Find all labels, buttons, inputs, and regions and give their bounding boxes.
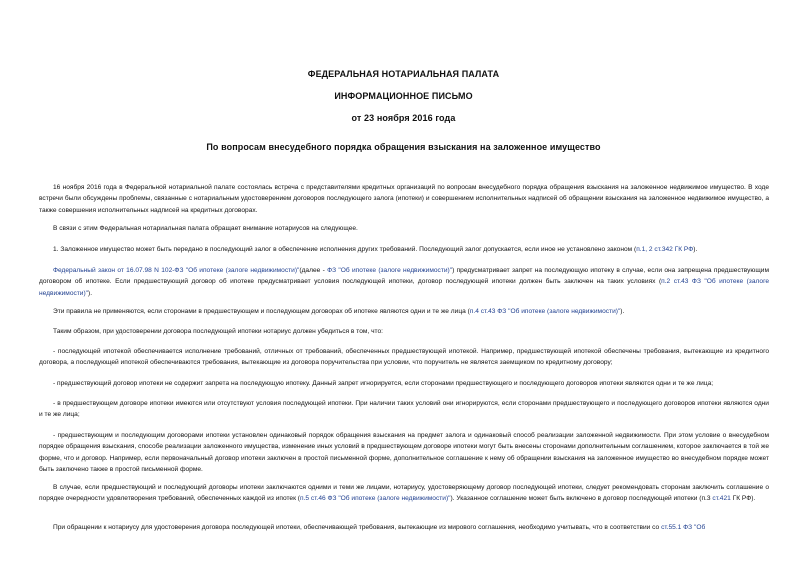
- paragraph-11: [39, 482, 769, 505]
- paragraph-7: - последующей ипотекой обеспечивается исполнение требований, отличных от требований, обеспеченных предшествующей ипотекой. Например, предшествующей ипотекой обеспечены требования, вытекающие из кредитного договора, а последующей ипотекой обеспечиваются требования, вытекающие из договора поручительства при условии, что поручитель не является заемщиком по кредитному договору;: [39, 348, 769, 367]
- paragraph-12-text: При обращении к нотариусу для удостоверения договора последующей ипотеки, обеспечивающей требования, вытекающие из мирового соглашения, необходимо учитывать, что в соответствии со: [53, 524, 662, 531]
- paragraph-10: - предшествующим и последующим договорами ипотеки установлен одинаковый порядок обращения взыскания на предмет залога и одинаковый способ реализации заложенной недвижимости. При этом условие о внесудебном порядке обращения взыскания, способе реализации заложенного имущества, изменение иных условий в предшествующем договоре ипотеки могут быть внесены сторонами дополнительным соглашением, которое заключается в той же форме, что и договор. Например, если первоначальный договор ипотеки заключен в простой письменной форме, дополнительное соглашение к нему об обращении взыскания на заложенное имущество во внесудебном порядке может быть заключено также в простой письменной форме.: [39, 432, 769, 474]
- law-link-p2-st43[interactable]: п.2 ст.43 ФЗ "Об ипотеке (залоге недвижимости)": [39, 278, 770, 297]
- doc-subject: По вопросам внесудебного порядка обращения взыскания на заложенное имущество: [206, 142, 601, 152]
- paragraph-4: [39, 265, 769, 299]
- paragraph-9: - в предшествующем договоре ипотеки имеются или отсутствуют условия последующей ипотеки. При наличии таких условий они игнорируются, если сторонами предшествующего и последующего договоров ипотеки являются одни и те же лица;: [39, 400, 769, 419]
- paragraph-5-tail: ).: [620, 308, 625, 315]
- org-title: ФЕДЕРАЛЬНАЯ НОТАРИАЛЬНАЯ ПАЛАТА: [307, 69, 500, 79]
- paragraph-3-text: 1. Заложенное имущество может быть передано в последующий залог в обеспечение исполнения других требований. Последующий залог допускается, если иное не установлено законом (: [53, 246, 637, 253]
- law-link-gk-342[interactable]: п.1, 2 ст.342 ГК РФ: [636, 246, 694, 253]
- paragraph-6: Таким образом, при удостоверении договора последующей ипотеки нотариус должен убедиться в том, что:: [53, 328, 383, 335]
- law-link-fz-102[interactable]: Федеральный закон от 16.07.98 N 102-ФЗ "Об ипотеке (залоге недвижимости)": [53, 267, 300, 274]
- paragraph-12: [39, 522, 769, 533]
- paragraph-11-tail: ГК РФ).: [730, 495, 756, 503]
- law-link-fz-ipoteka[interactable]: ФЗ "Об ипотеке (залоге недвижимости)": [327, 267, 453, 274]
- paragraph-11-text-1: В случае, если предшествующий и последующий договоры ипотеки заключаются одними и теми же лицами, нотариусу, удостоверяющему договор последующей ипотеки, следует рекомендовать сторонам заключить соглашение о порядке очередности удовлетворения требований, обеспеченных каждой из ипотек (: [39, 484, 769, 503]
- doc-date: от 23 ноября 2016 года: [351, 113, 456, 123]
- paragraph-5-text: Эти правила не применяются, если сторонами в предшествующем и последующем договорах об ипотеке являются одни и те же лица (: [53, 308, 470, 315]
- paragraph-3: [39, 244, 769, 255]
- law-link-p5-st46[interactable]: п.5 ст.46 ФЗ "Об ипотеке (залоге недвижимости)": [300, 495, 451, 503]
- paragraph-11-text-2: ). Указанное соглашение может быть включено в договор последующей ипотеки (п.3: [450, 495, 713, 503]
- paragraph-2: В связи с этим Федеральная нотариальная палата обращает внимание нотариусов на следующее.: [53, 225, 358, 232]
- paragraph-8: - предшествующий договор ипотеки не содержит запрета на последующую ипотеку. Данный запрет игнорируется, если сторонами предшествующего и последующего договоров ипотеки являются одни и те же лица;: [53, 380, 714, 387]
- paragraph-1: 16 ноября 2016 года в Федеральной нотариальной палате состоялась встреча с представителями кредитных организаций по вопросам внесудебного порядка обращения взыскания на заложенное недвижимое имущество. В ходе встречи были обсуждены проблемы, связанные с нотариальным удостоверением договоров последующего залога (ипотеки) и совершением исполнительных надписей об обращении взыскания на заложенное недвижимое имущество, а также совершения исполнительных надписей на кредитных договорах.: [39, 184, 769, 214]
- law-link-st55-1[interactable]: ст.55.1 ФЗ "Об: [661, 524, 706, 531]
- paragraph-3-tail: ).: [693, 246, 698, 253]
- paragraph-4-tail: ).: [88, 289, 93, 297]
- paragraph-5: [39, 306, 769, 317]
- law-link-p4-st43[interactable]: п.4 ст.43 ФЗ "Об ипотеке (залоге недвижимости)": [469, 308, 621, 315]
- paragraph-4-text-2: ) предусматривает запрет на последующую ипотеку в случае, если она запрещена предшествующим договором об ипотеке. Если предшествующий договор об ипотеке предусматривает условия последующей ипотеки, договор последующей ипотеки должен быть заключен на таких условиях (: [39, 267, 770, 286]
- doc-type-title: ИНФОРМАЦИОННОЕ ПИСЬМО: [334, 91, 473, 101]
- law-link-st421[interactable]: ст.421: [712, 495, 731, 503]
- paragraph-4-text-1: (далее -: [299, 267, 328, 274]
